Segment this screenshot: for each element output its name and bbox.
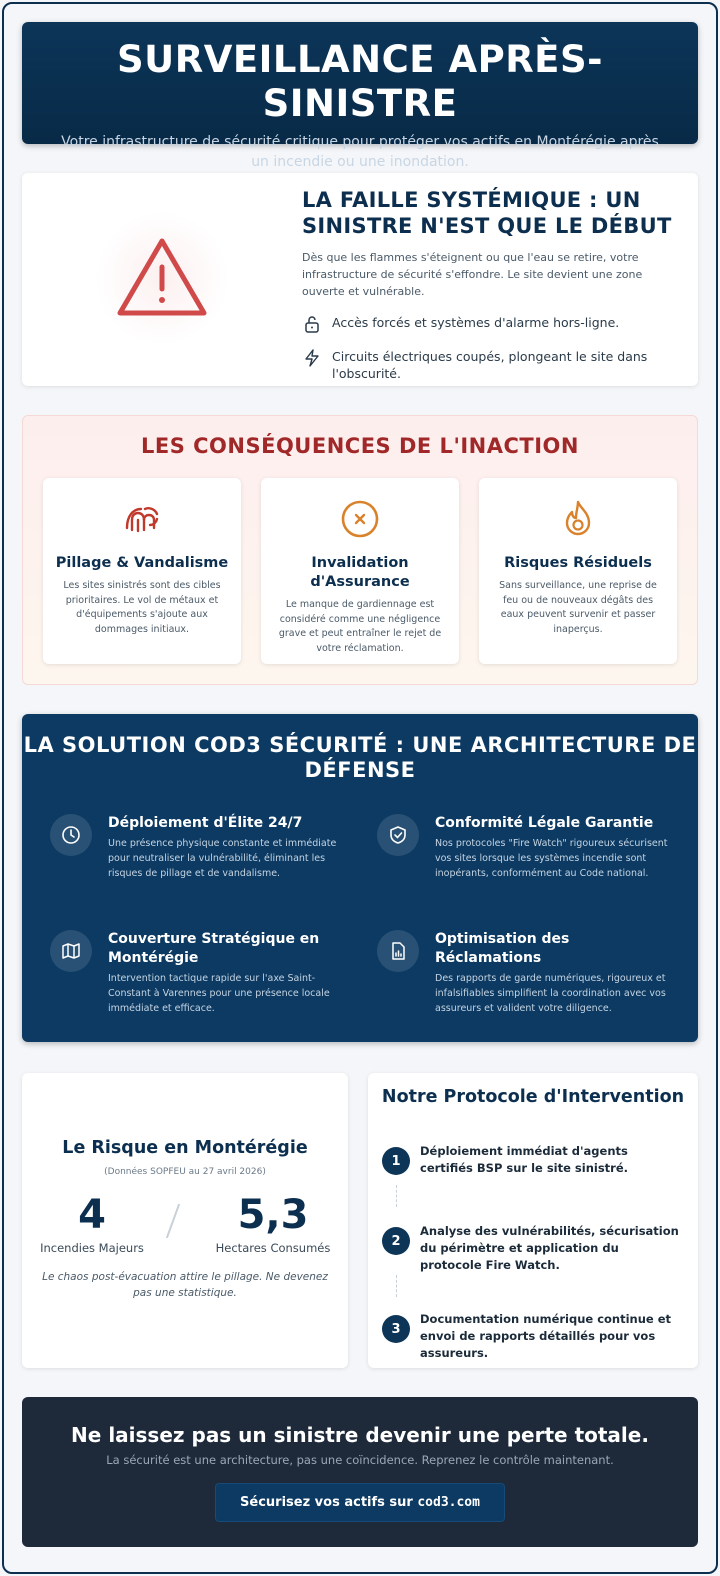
flame-icon xyxy=(557,498,599,540)
feature-text: Intervention tactique rapide sur l'axe Saint-Constant à Varennes pour une présence locale immédiate et efficace. xyxy=(108,973,330,1014)
protocol-section xyxy=(368,1073,698,1368)
cta-button-domain: cod3.com xyxy=(417,1495,480,1510)
step-connector xyxy=(396,1275,397,1297)
page-subtitle: Votre infrastructure de sécurité critique pour protéger vos actifs en Montérégie après un incendie ou une inondation. xyxy=(61,134,659,170)
step-connector xyxy=(396,1185,397,1207)
feature-title: Déploiement d'Élite 24/7 xyxy=(108,815,303,831)
warning-triangle-icon xyxy=(92,213,232,343)
faille-section xyxy=(22,173,698,386)
cta-button-label: Sécurisez vos actifs sur xyxy=(240,1495,418,1510)
stat-value: 5,3 xyxy=(237,1192,309,1238)
map-icon xyxy=(50,930,92,972)
stat-label: Incendies Majeurs xyxy=(40,1241,144,1255)
risk-source: (Données SOPFEU au 27 avril 2026) xyxy=(104,1167,266,1177)
protocol-title: Notre Protocole d'Intervention xyxy=(381,1087,685,1107)
consequences-section xyxy=(22,415,698,685)
faille-description: Dès que les flammes s'éteignent ou que l'eau se retire, votre infrastructure de sécurité s'effondre. Le site devient une zone ouverte et vulnérable. xyxy=(302,251,643,298)
lightning-icon xyxy=(302,348,322,368)
step-text: Documentation numérique continue et envoi de rapports détaillés pour vos assureurs. xyxy=(420,1312,672,1360)
fingerprint-icon xyxy=(121,498,163,540)
solution-title: LA SOLUTION COD3 SÉCURITÉ : UNE ARCHITECTURE DE DÉFENSE xyxy=(23,733,697,782)
consequence-text: Sans surveillance, une reprise de feu ou de nouveaux dégâts des eaux peuvent survenir et passer inaperçus. xyxy=(499,580,657,635)
solution-section xyxy=(22,714,698,1042)
stat-value: 4 xyxy=(78,1192,106,1238)
consequence-title: Invalidation d'Assurance xyxy=(310,555,410,590)
risk-stat xyxy=(22,1191,162,1255)
faille-bullet xyxy=(302,314,686,334)
clock-icon xyxy=(50,814,92,856)
consequence-card xyxy=(479,478,677,664)
step-text: Déploiement immédiat d'agents certifiés BSP sur le site sinistré. xyxy=(420,1144,629,1175)
feature-text: Nos protocoles "Fire Watch" rigoureux sécurisent vos sites lorsque les systèmes incendie sont inopérants, conformément au Code national. xyxy=(435,838,668,879)
risk-quote: Le chaos post-évacuation attire le pillage. Ne devenez pas une statistique. xyxy=(42,1271,328,1299)
cta-section xyxy=(22,1397,698,1547)
unlock-icon xyxy=(302,314,322,334)
faille-bullet xyxy=(302,348,686,382)
faille-title: LA FAILLE SYSTÉMIQUE : UN SINISTRE N'EST QUE LE DÉBUT xyxy=(302,188,672,238)
stat-label: Hectares Consumés xyxy=(215,1241,331,1255)
feature-text: Une présence physique constante et immédiate pour neutraliser la vulnérabilité, éliminant les risques de pillage et de vandalisme. xyxy=(108,838,337,879)
consequence-title: Risques Résiduels xyxy=(504,555,652,571)
cta-subtitle: La sécurité est une architecture, pas une coïncidence. Reprenez le contrôle maintenant. xyxy=(106,1453,614,1467)
feature-title: Couverture Stratégique en Montérégie xyxy=(108,931,320,966)
secure-assets-button[interactable] xyxy=(215,1483,505,1522)
consequence-title: Pillage & Vandalisme xyxy=(55,555,229,571)
consequences-title: LES CONSÉQUENCES DE L'INACTION xyxy=(140,434,579,458)
consequence-card xyxy=(261,478,459,664)
risk-section xyxy=(22,1073,348,1368)
consequence-card xyxy=(43,478,241,664)
step-number: 3 xyxy=(382,1315,410,1343)
feature-title: Conformité Légale Garantie xyxy=(435,815,654,831)
page-title: SURVEILLANCE APRÈS-SINISTRE xyxy=(117,38,603,125)
step-number: 1 xyxy=(382,1147,410,1175)
faille-bullet-text: Accès forcés et systèmes d'alarme hors-ligne. xyxy=(332,315,620,330)
cta-title: Ne laissez pas un sinistre devenir une perte totale. xyxy=(71,1423,649,1447)
step-text: Analyse des vulnérabilités, sécurisation du périmètre et application du protocole Fire Watch. xyxy=(420,1224,679,1272)
hero-banner xyxy=(22,22,698,170)
x-circle-icon xyxy=(339,498,381,540)
faille-bullet-text: Circuits électriques coupés, plongeant le site dans l'obscurité. xyxy=(332,349,648,381)
consequence-text: Le manque de gardiennage est considéré comme une négligence grave et peut entraîner le rejet de votre réclamation. xyxy=(278,599,442,654)
risk-stat xyxy=(203,1191,343,1255)
step-number: 2 xyxy=(382,1227,410,1255)
consequence-text: Les sites sinistrés sont des cibles prioritaires. Le vol de métaux et d'équipements s'ajoute aux dommages initiaux. xyxy=(63,580,221,635)
report-icon xyxy=(377,930,419,972)
stat-divider xyxy=(166,1204,180,1239)
risk-title: Le Risque en Montérégie xyxy=(62,1138,308,1158)
shield-check-icon xyxy=(377,814,419,856)
feature-title: Optimisation des Réclamations xyxy=(435,931,570,966)
feature-text: Des rapports de garde numériques, rigoureux et infalsifiables simplifient la coordination avec vos assureurs et valident votre diligence. xyxy=(435,973,666,1014)
